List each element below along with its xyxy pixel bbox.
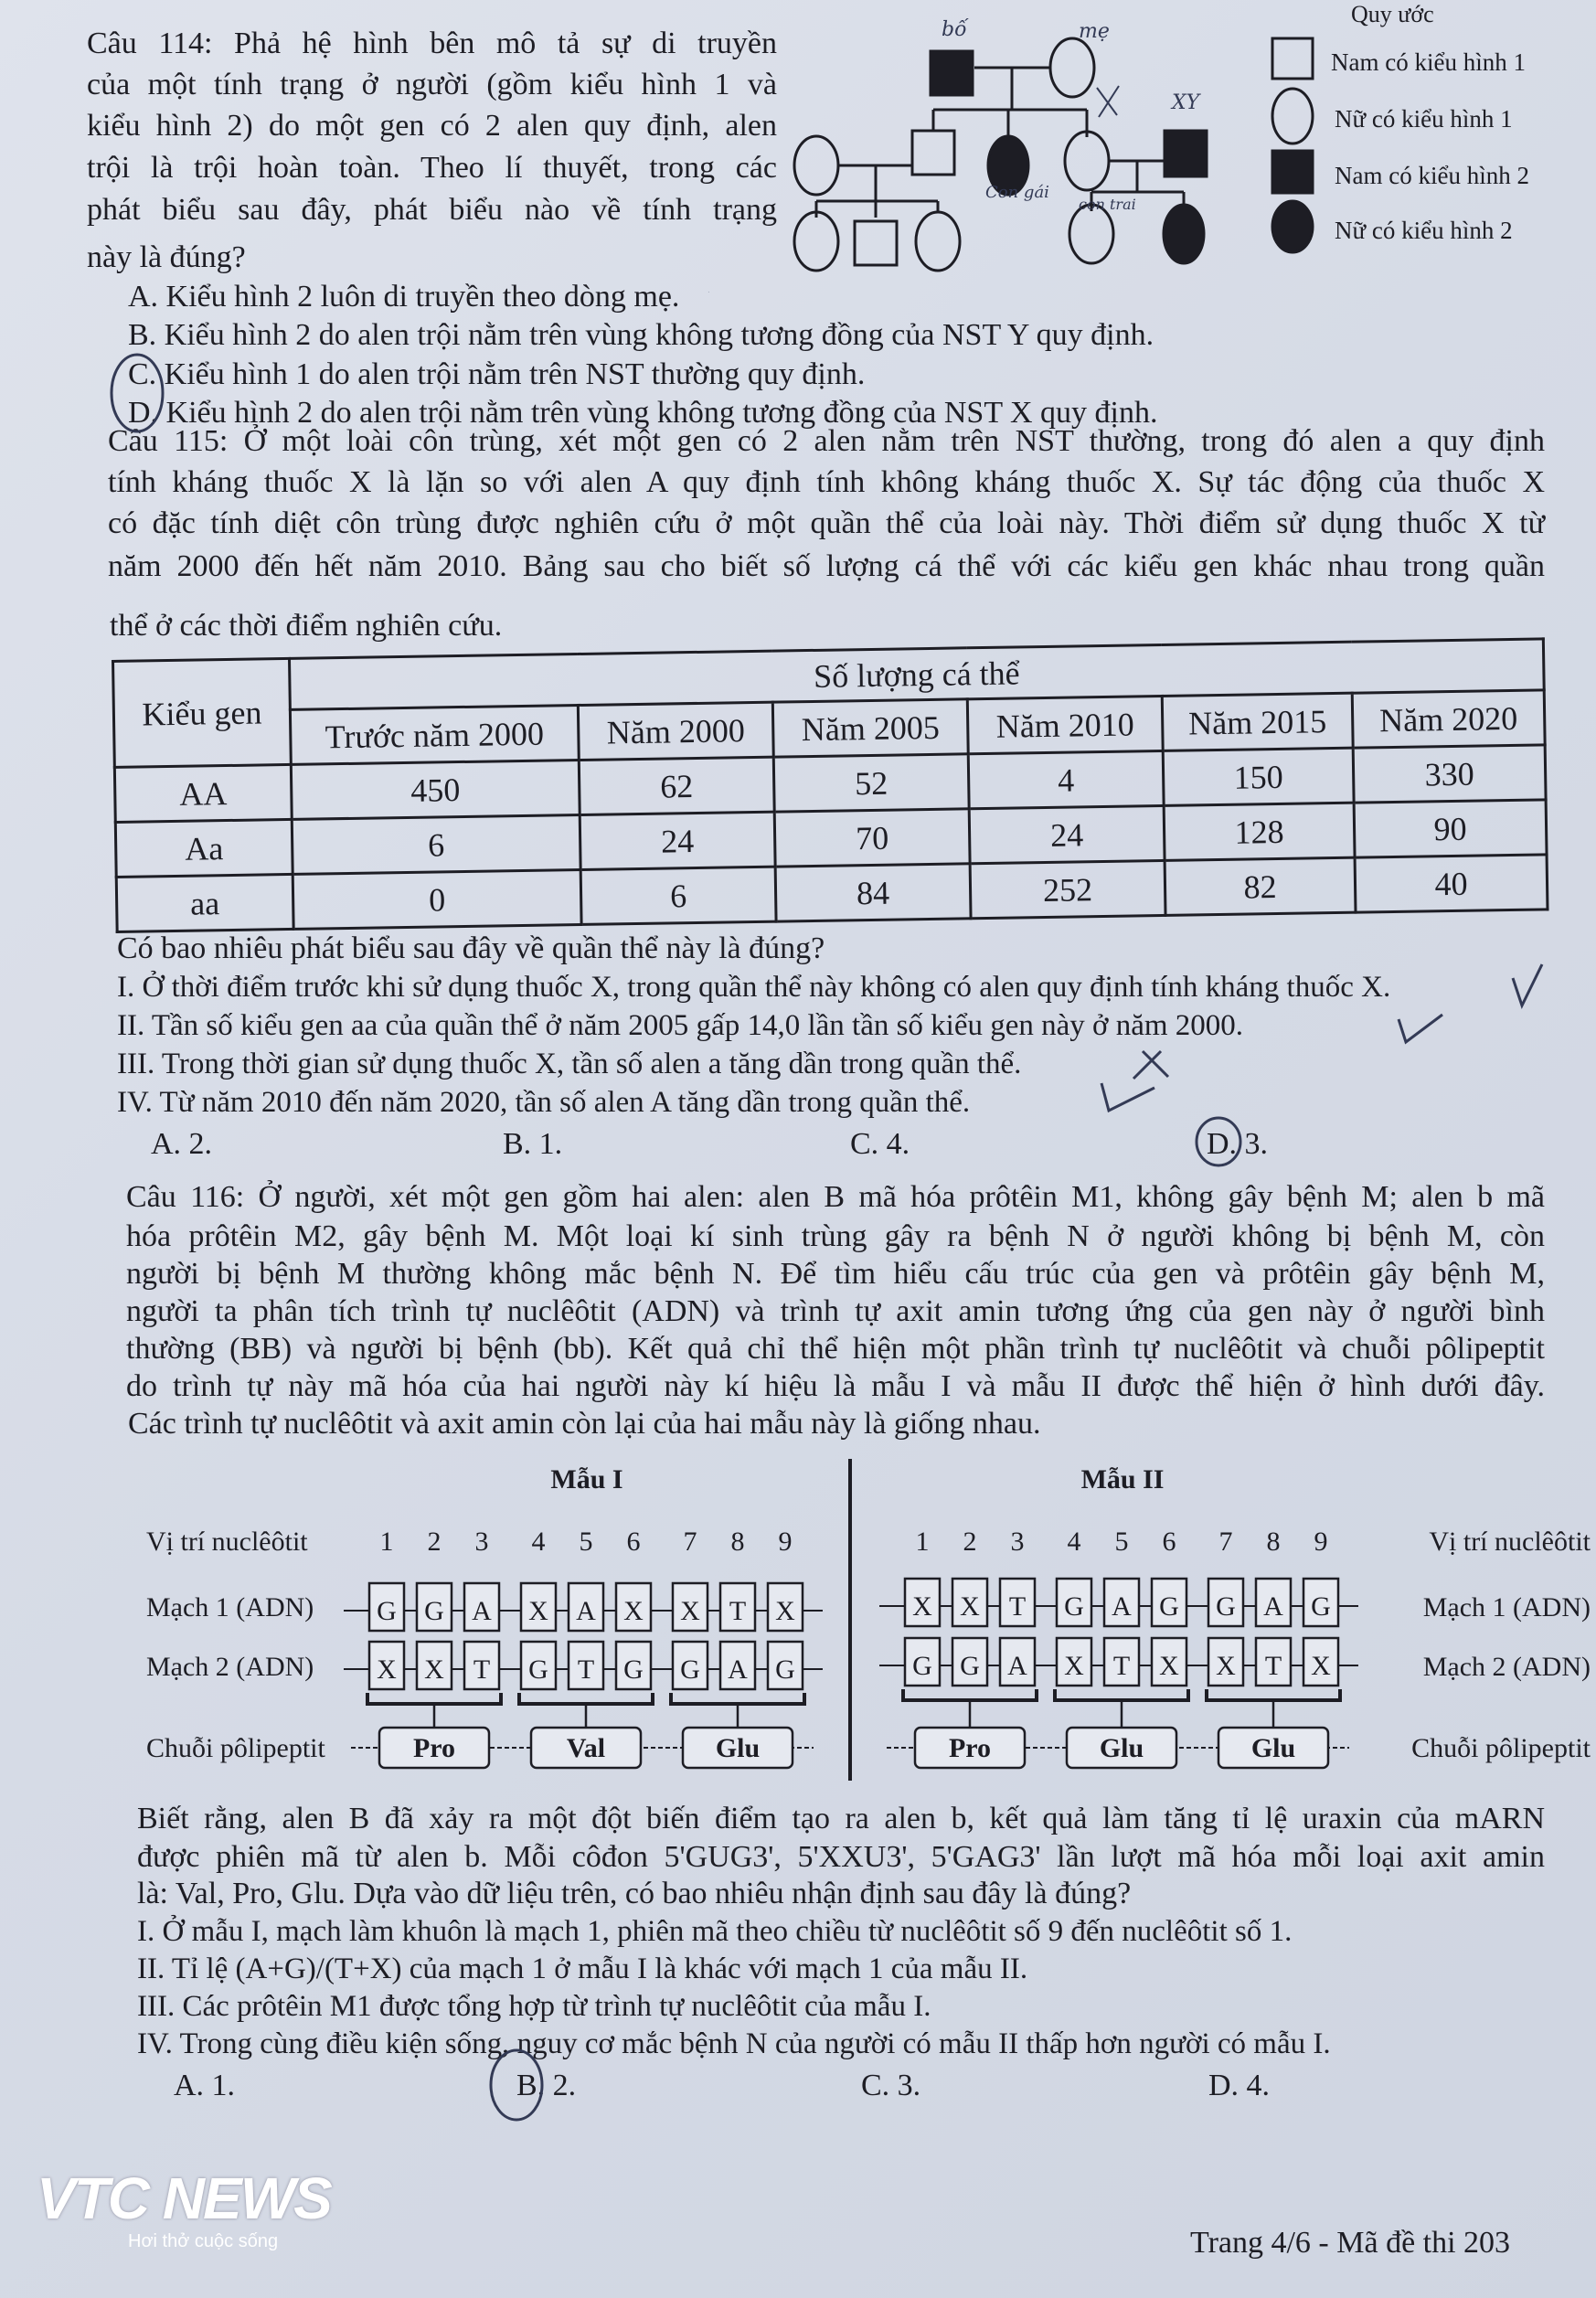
table-cell: 0 <box>293 869 581 929</box>
q116-line: Câu 116: Ở người, xét một gen gồm hai alen: alen B mã hóa prôtêin M1, không gây bệnh M; alen b mã <box>126 1180 1545 1214</box>
annotation-xy: XY <box>1172 91 1200 114</box>
legend-label: Nam có kiểu hình 1 <box>1331 48 1526 76</box>
q115-option-b[interactable]: B. 1. <box>503 1127 563 1161</box>
codon-bracket <box>1055 1689 1188 1700</box>
amino-acid-label: Glu <box>1099 1733 1144 1763</box>
q114-option-b[interactable]: B. Kiểu hình 2 do alen trội nằm trên vùng không tương đồng của NST Y quy định. <box>128 318 1154 352</box>
strand1-label: Mạch 1 (ADN) <box>1422 1592 1591 1622</box>
genotype-label: AA <box>114 764 292 822</box>
table-cell: 128 <box>1164 803 1355 860</box>
nucleotide-strand1: A <box>576 1596 596 1626</box>
nucleotide-strand2: T <box>1264 1651 1282 1681</box>
genotype-label: aa <box>116 874 293 931</box>
q115-statement: IV. Từ năm 2010 đến năm 2020, tần số alen A tăng dần trong quần thể. <box>117 1086 971 1119</box>
position-number: 1 <box>915 1527 930 1557</box>
nucleotide-strand1: X <box>680 1596 700 1626</box>
position-number: 9 <box>1314 1527 1328 1557</box>
table-cell: 6 <box>580 867 776 924</box>
table-col-header: Năm 2010 <box>967 696 1163 753</box>
answer-circle-icon <box>475 2039 548 2122</box>
table-cell: 24 <box>580 812 775 869</box>
q115-line: thể ở các thời điểm nghiên cứu. <box>110 609 503 643</box>
q116-option-d[interactable]: D. 4. <box>1208 2069 1271 2102</box>
position-number: 9 <box>778 1527 793 1557</box>
q115-statement: I. Ở thời điểm trước khi sử dụng thuốc X, trong quần thể này không có alen quy định tính kháng thuốc X. <box>117 971 1391 1004</box>
nucleotide-strand1: G <box>1064 1591 1084 1622</box>
position-number: 6 <box>1162 1527 1176 1557</box>
table-col-header: Năm 2020 <box>1352 690 1545 748</box>
codon-bracket <box>671 1693 804 1704</box>
legend-label: Nữ có kiểu hình 1 <box>1335 105 1513 133</box>
nucleotide-strand2: A <box>1007 1651 1027 1681</box>
table-cell: 330 <box>1353 745 1546 803</box>
codon-bracket <box>367 1693 501 1704</box>
amino-acid-label: Glu <box>715 1733 761 1763</box>
page-footer: Trang 4/6 - Mã đề thi 203 <box>1190 2226 1511 2260</box>
vtc-news-logo <box>37 2166 331 2252</box>
table-col-header: Năm 2015 <box>1162 693 1353 750</box>
legend-label: Nam có kiểu hình 2 <box>1335 162 1529 189</box>
position-number: 1 <box>379 1527 394 1557</box>
nucleotide-strand1: G <box>424 1596 444 1626</box>
position-number: 4 <box>1067 1527 1081 1557</box>
q116-line: Các trình tự nuclêôtit và axit amin còn lại của hai mẫu này là giống nhau. <box>128 1407 1041 1441</box>
logo-tagline: Hơi thở cuộc sống <box>128 2231 279 2251</box>
amino-acid-label: Pro <box>948 1733 992 1763</box>
table-col-header: Trước năm 2000 <box>290 705 579 764</box>
answer-circle-icon <box>101 347 174 439</box>
nucleotide-strand2: T <box>577 1654 595 1685</box>
q114-line: của một tính trạng ở người (gồm kiểu hình 1 và <box>87 68 777 101</box>
nucleotide-strand2: A <box>728 1654 748 1685</box>
amino-acid-label: Pro <box>412 1733 456 1763</box>
q114-option-a[interactable]: A. Kiểu hình 2 luôn di truyền theo dòng mẹ. <box>128 280 680 314</box>
legend-label: Nữ có kiểu hình 2 <box>1335 217 1513 244</box>
table-cell: 4 <box>968 750 1164 808</box>
q116-statement: III. Các prôtêin M1 được tổng hợp từ trình tự nuclêôtit của mẫu I. <box>137 1990 931 2023</box>
strand2-label: Mạch 2 (ADN) <box>146 1652 314 1682</box>
q116-line: người bị bệnh M thường không mắc bệnh N. Để tìm hiểu cấu trúc của gen và prôtêin gây bệnh M, <box>126 1257 1545 1291</box>
nucleotide-strand2: X <box>424 1654 444 1685</box>
table-cell: 82 <box>1165 857 1356 915</box>
q116-line: hóa prôtêin M2, gây bệnh M. Một loại kí sinh trùng gây ra bệnh N ở người không bị bệnh M, còn <box>126 1219 1545 1253</box>
codon-bracket <box>903 1689 1037 1700</box>
q114-line: trội là trội hoàn toàn. Theo lí thuyết, trong các <box>87 151 777 185</box>
table-cell: 90 <box>1354 800 1547 857</box>
nucleotide-strand2: T <box>1112 1651 1131 1681</box>
nucleotide-strand2: G <box>528 1654 548 1685</box>
legend-title: Quy ước <box>1351 1 1434 27</box>
nucleotide-strand1: G <box>1311 1591 1331 1622</box>
q115-option-a[interactable]: A. 2. <box>151 1127 213 1161</box>
q116-line: do trình tự này mã hóa của hai người này kí hiệu là mẫu I và mẫu II được thể hiện ở hình dưới đây. <box>126 1369 1545 1403</box>
chain-label: Chuỗi pôlipeptit <box>1411 1733 1591 1763</box>
table-col-header: Năm 2005 <box>772 699 968 757</box>
q116-option-c[interactable]: C. 3. <box>861 2069 921 2102</box>
codon-bracket <box>1207 1689 1340 1700</box>
nucleotide-strand1: A <box>1263 1591 1283 1622</box>
position-number: 5 <box>579 1527 593 1557</box>
position-number: 6 <box>626 1527 641 1557</box>
position-number: 8 <box>730 1527 745 1557</box>
annotation-daughter: Con gái <box>985 183 1049 202</box>
nucleotide-strand1: X <box>960 1591 980 1622</box>
q115-statement: III. Trong thời gian sử dụng thuốc X, tần số alen a tăng dần trong quần thể. <box>117 1048 1022 1080</box>
strand1-label: Mạch 1 (ADN) <box>146 1592 314 1622</box>
q116-line: Biết rằng, alen B đã xảy ra một đột biến điểm tạo ra alen b, kết quả làm tăng tỉ lệ uraxin của mARN <box>137 1802 1545 1835</box>
q114-line: phát biểu sau đây, phát biểu nào về tính trạng <box>87 193 777 227</box>
table-cell: 62 <box>579 757 774 814</box>
q114-line: kiểu hình 2) do một gen có 2 alen quy định, alen <box>87 109 777 143</box>
table-cell: 6 <box>292 814 580 874</box>
sample-title: Mẫu I <box>550 1464 623 1495</box>
nucleotide-strand1: T <box>729 1596 747 1626</box>
codon-bracket <box>519 1693 653 1704</box>
chain-label: Chuỗi pôlipeptit <box>146 1733 325 1763</box>
annotation-mother: mẹ <box>1079 20 1110 43</box>
amino-acid-label: Glu <box>1250 1733 1296 1763</box>
q116-statement: I. Ở mẫu I, mạch làm khuôn là mạch 1, phiên mã theo chiều từ nuclêôtit số 9 đến nuclêôtit số 1. <box>137 1915 1293 1948</box>
q115-line: Câu 115: Ở một loài côn trùng, xét một gen có 2 alen nằm trên NST thường, trong đó alen a quy định <box>108 424 1545 458</box>
q115-line: năm 2000 đến hết năm 2010. Bảng sau cho biết số lượng cá thể với các kiểu gen khác nhau trong quần <box>108 549 1545 583</box>
position-number: 2 <box>427 1527 442 1557</box>
q114-option-d[interactable]: D. Kiểu hình 2 do alen trội nằm trên vùng không tương đồng của NST X quy định. <box>128 396 1158 430</box>
nucleotide-strand1: X <box>623 1596 644 1626</box>
table-cell: 450 <box>291 760 580 819</box>
q116-statement: IV. Trong cùng điều kiện sống, nguy cơ mắc bệnh N của người có mẫu II thấp hơn người có mẫu I. <box>137 2027 1331 2060</box>
q114-option-c[interactable]: C. Kiểu hình 1 do alen trội nằm trên NST thường quy định. <box>128 357 866 391</box>
annotation-son: con trai <box>1079 196 1136 213</box>
q115-line: có đặc tính diệt côn trùng được nghiên cứu ở một quần thể của loài này. Thời điểm sử dụng thuốc X từ <box>108 506 1545 540</box>
position-number: 5 <box>1114 1527 1129 1557</box>
q115-question: Có bao nhiêu phát biểu sau đây về quần thể này là đúng? <box>117 931 825 965</box>
nucleotide-strand2: T <box>473 1654 491 1685</box>
nucleotide-strand2: G <box>623 1654 644 1685</box>
table-cell: 150 <box>1163 748 1354 805</box>
position-number: 8 <box>1266 1527 1281 1557</box>
position-label: Vị trí nuclêôtit <box>146 1527 308 1557</box>
q114-line: này là đúng? <box>87 240 246 274</box>
nucleotide-strand1: A <box>472 1596 492 1626</box>
q116-option-b[interactable]: B. 2. <box>516 2069 577 2102</box>
nucleotide-strand1: G <box>377 1596 397 1626</box>
nucleotide-strand1: G <box>1159 1591 1179 1622</box>
position-number: 7 <box>1218 1527 1233 1557</box>
table-cell: 24 <box>969 805 1165 863</box>
position-number: 4 <box>531 1527 546 1557</box>
nucleotide-strand2: X <box>1064 1651 1084 1681</box>
position-number: 2 <box>963 1527 977 1557</box>
nucleotide-strand2: G <box>775 1654 795 1685</box>
genotype-label: Aa <box>115 819 293 877</box>
q116-line: là: Val, Pro, Glu. Dựa vào dữ liệu trên, có bao nhiêu nhận định sau đây là đúng? <box>137 1877 1132 1910</box>
nucleotide-strand2: X <box>1159 1651 1179 1681</box>
position-label: Vị trí nuclêôtit <box>1429 1527 1591 1557</box>
q116-line: người ta phân tích trình tự nuclêôtit (ADN) và trình tự axit amin tương ứng của gen này ở người bình <box>126 1294 1545 1328</box>
q115-statement: II. Tần số kiểu gen aa của quần thể ở năm 2005 gấp 14,0 lần tần số kiểu gen này ở năm 2000. <box>117 1009 1244 1042</box>
nucleotide-strand2: G <box>680 1654 700 1685</box>
table-header-group: Số lượng cá thể <box>289 639 1544 710</box>
position-number: 7 <box>683 1527 697 1557</box>
position-number: 3 <box>474 1527 489 1557</box>
nucleotide-strand1: X <box>912 1591 932 1622</box>
logo-brand: VTC NEWS <box>37 2165 331 2231</box>
nucleotide-strand1: X <box>528 1596 548 1626</box>
q115-option-c[interactable]: C. 4. <box>850 1127 910 1161</box>
q116-option-a[interactable]: A. 1. <box>174 2069 236 2102</box>
table-header-genotype: Kiểu gen <box>113 658 292 767</box>
table-cell: 252 <box>970 860 1165 918</box>
table-cell: 40 <box>1355 855 1548 912</box>
nucleotide-strand1: A <box>1112 1591 1132 1622</box>
annotation-father: bố <box>942 18 967 41</box>
nucleotide-strand1: X <box>775 1596 795 1626</box>
nucleotide-strand2: X <box>1311 1651 1331 1681</box>
position-number: 3 <box>1010 1527 1025 1557</box>
q116-line: được phiên mã từ alen b. Mỗi côđon 5'GUG3', 5'XXU3', 5'GAG3' lần lượt mã hóa mỗi loại axit amin <box>137 1840 1545 1874</box>
nucleotide-strand2: X <box>1216 1651 1236 1681</box>
strand2-label: Mạch 2 (ADN) <box>1422 1652 1591 1682</box>
nucleotide-strand2: G <box>960 1651 980 1681</box>
q115-option-d[interactable]: D. 3. <box>1207 1127 1269 1161</box>
amino-acid-label: Val <box>566 1733 606 1763</box>
q116-line: thường (BB) và người bị bệnh (bb). Kết quả chỉ thể hiện một phần trình tự nuclêôtit và chuỗi pôlipeptit <box>126 1332 1545 1366</box>
table-cell: 70 <box>774 809 970 867</box>
q114-line: Câu 114: Phả hệ hình bên mô tả sự di truyền <box>87 27 777 60</box>
nucleotide-strand2: X <box>377 1654 397 1685</box>
table-cell: 52 <box>773 754 969 812</box>
table-cell: 84 <box>775 864 971 921</box>
nucleotide-strand1: G <box>1216 1591 1236 1622</box>
q115-line: tính kháng thuốc X là lặn so với alen A quy định tính không kháng thuốc X. Sự tác động của thuốc X <box>108 465 1545 499</box>
nucleotide-strand1: T <box>1008 1591 1027 1622</box>
table-col-header: Năm 2000 <box>578 702 773 760</box>
nucleotide-strand2: G <box>912 1651 932 1681</box>
sample-title: Mẫu II <box>1080 1464 1165 1495</box>
q116-statement: II. Tỉ lệ (A+G)/(T+X) của mạch 1 ở mẫu I là khác với mạch 1 của mẫu II. <box>137 1952 1028 1985</box>
